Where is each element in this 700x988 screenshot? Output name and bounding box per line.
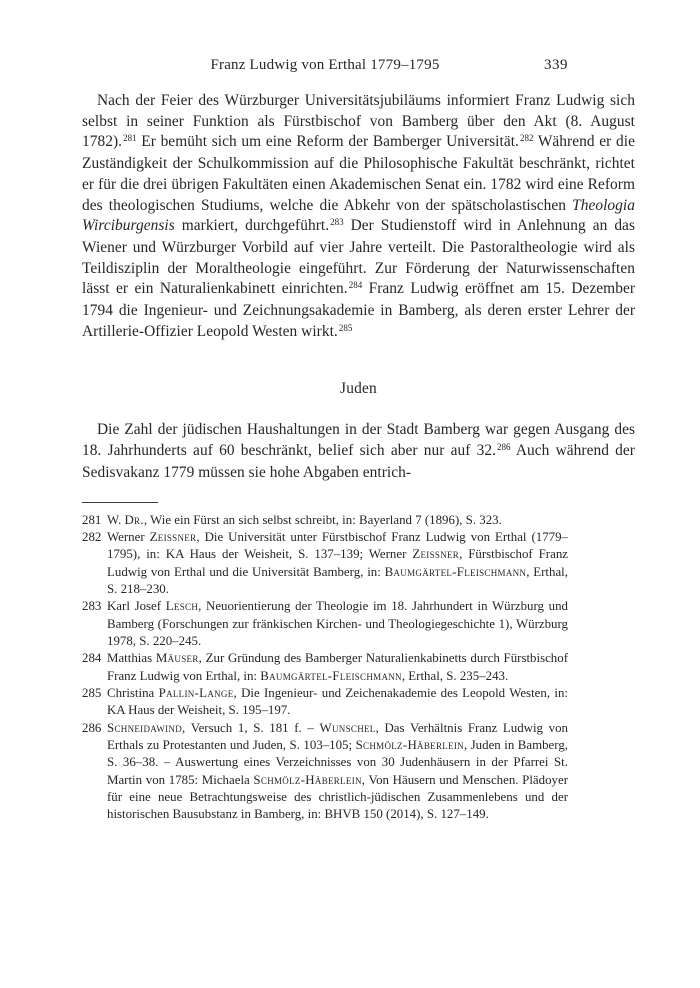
running-head-title: Franz Ludwig von Erthal 1779–1795 xyxy=(210,57,440,73)
footnote-number: 283 xyxy=(82,599,102,614)
text-run: , Erthal, S. 235–243. xyxy=(401,668,509,683)
small-caps-name: Baumgärtel-Fleischmann xyxy=(260,668,402,683)
text-run: Der Studienstoff wird in Anlehnung an das Wiener und Würzburger Vorbild auf vier Jahre verteilt. Die Pastoraltheologie wird als Teildisziplin der Moraltheologie eingeführt. Zur Förderung der Naturwissenschaften lässt er ein Naturalienkabinett einrichten. xyxy=(82,217,635,298)
text-run: , Erthal, S. 218–230. xyxy=(107,564,568,596)
footnote-text xyxy=(107,530,568,596)
text-run: Auch während der Sedisvakanz 1779 müssen sie hohe Abgaben entrich- xyxy=(82,442,635,481)
footnote-reference: 283 xyxy=(330,217,344,228)
text-run: Franz Ludwig eröffnet am 15. Dezember 1794 die Ingenieur- und Zeichnungsakademie in Bamberg, als deren erster Lehrer der Artillerie-Offizier Leopold Westen wirkt. xyxy=(82,280,635,340)
footnote-text xyxy=(107,513,502,527)
footnote-item xyxy=(82,650,568,685)
text-run: , Die Universität unter Fürstbischof Franz Ludwig von Erthal (1779–1795), in: KA Haus der Weisheit, S. 137–139; Werner xyxy=(107,529,568,562)
small-caps-name: Wunschel xyxy=(319,720,376,735)
small-caps-name: Baumgärtel-Fleischmann xyxy=(384,564,527,579)
footnote-list xyxy=(82,512,568,824)
footnote-item xyxy=(82,598,568,650)
text-run: Karl Josef xyxy=(107,599,166,614)
text-run: , Fürstbischof Franz Ludwig von Erthal und die Universität Bamberg, in: xyxy=(107,547,568,579)
footnote-number: 284 xyxy=(82,651,102,666)
footnote-number: 281 xyxy=(82,512,102,527)
text-run: Während er die Zuständigkeit der Schulkommission auf die Philosophische Fakultät beschränkt, richtet er für die drei übrigen Fakultäten einen Akademischen Senat ein. 1782 wird eine Reform des theologischen Studiums, welche die Abkehr von der spätscholastischen xyxy=(82,133,635,214)
text-run: Werner xyxy=(107,529,150,544)
footnote-reference: 286 xyxy=(497,442,511,453)
small-caps-name: Schmölz-Häberlein xyxy=(253,772,362,787)
text-run: Er bemüht sich um eine Reform der Bamberger Universität. xyxy=(136,133,519,151)
small-caps-name: Mäuser xyxy=(155,651,199,666)
italic-term: Theologia Wirciburgensis xyxy=(82,196,635,235)
footnote-reference: 282 xyxy=(519,133,534,144)
footnote-separator xyxy=(82,502,158,503)
footnote-item xyxy=(82,720,568,824)
footnote-item xyxy=(82,529,568,598)
footnote-text xyxy=(107,599,568,648)
text-run: , Die Ingenieur- und Zeichenakademie des Leopold Westen, in: KA Haus der Weisheit, S. 195–197. xyxy=(107,685,568,718)
footnote-reference: 281 xyxy=(123,133,137,144)
text-run: W. xyxy=(107,512,125,527)
footnote-item xyxy=(82,512,568,529)
footnote-text xyxy=(107,686,568,717)
footnote-number: 282 xyxy=(82,529,102,544)
small-caps-name: Zeissner xyxy=(412,547,460,562)
small-caps-name: Pallin-Lange xyxy=(158,685,234,700)
text-block xyxy=(82,91,635,824)
small-caps-name: Lesch xyxy=(165,599,199,614)
small-caps-name: Schneidawind xyxy=(107,720,183,735)
text-run: , Neuorientierung der Theologie im 18. Jahrhundert in Würzburg und Bamberg (Forschungen zur fränkischen Kirchen- und Theologiegeschichte 1), Würzburg 1978, S. 220–245. xyxy=(107,599,569,648)
text-run: , Von Häusern und Menschen. Plädoyer für eine neue Betrachtungsweise des christlich-jüdischen Zusammenlebens und der historischen Bausubstanz in Bamberg, in: BHVB 150 (2014), S. 127–149. xyxy=(107,772,568,822)
small-caps-name: Schmölz-Häberlein xyxy=(355,738,464,753)
running-head xyxy=(82,57,568,77)
text-run: Nach der Feier des Würzburger Universitätsjubiläums informiert Franz Ludwig sich selbst in seiner Funktion als Fürstbischof von Bamberg über den Akt (8. August 1782). xyxy=(82,92,635,151)
text-run: , Wie ein Fürst an sich selbst schreibt, in: Bayerland 7 (1896), S. 323. xyxy=(143,512,502,527)
text-run: , Das Verhältnis Franz Ludwig von Erthals zu Protestanten und Juden, S. 103–105; xyxy=(107,720,568,753)
text-run: , Zur Gründung des Bamberger Naturalienkabinetts durch Fürstbischof Franz Ludwig von Erthal, in: xyxy=(107,651,568,683)
footnote-reference: 284 xyxy=(348,280,363,291)
footnote-text xyxy=(107,721,568,822)
footnote-number: 286 xyxy=(82,720,102,735)
text-run: , Juden in Bamberg, S. 36–38. – Auswertung eines Verzeichnisses von 30 Judenhäusern in der Pfarrei St. Martin von 1785: Michaela xyxy=(107,738,568,787)
footnote-reference: 285 xyxy=(338,322,353,333)
footnote-item xyxy=(82,685,568,720)
text-run: Christina xyxy=(107,685,159,700)
body-paragraph-2 xyxy=(82,420,635,483)
text-run: Die Zahl der jüdischen Haushaltungen in der Stadt Bamberg war gegen Ausgang des 18. Jahrhunderts auf 60 beschränkt, belief sich aber nur auf 32. xyxy=(82,421,635,460)
footnote-number: 285 xyxy=(82,685,102,700)
page-number: 339 xyxy=(544,57,568,73)
footnote-text xyxy=(107,651,568,682)
small-caps-name: Zeissner xyxy=(149,529,197,544)
text-run: markiert, durchgeführt. xyxy=(174,217,330,235)
body-paragraph-1 xyxy=(82,91,635,343)
text-run: , Versuch 1, S. 181 f. – xyxy=(182,720,320,735)
text-run: Matthias xyxy=(107,651,156,666)
small-caps-name: Dr. xyxy=(124,512,144,527)
section-heading: Juden xyxy=(340,380,377,398)
